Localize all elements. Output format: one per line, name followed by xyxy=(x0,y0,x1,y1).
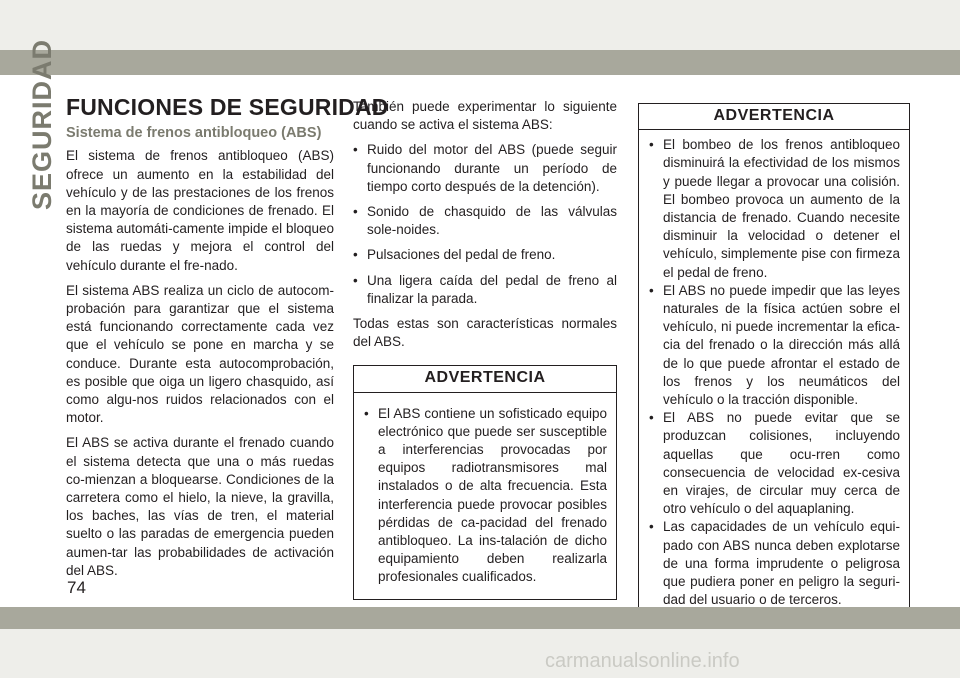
paragraph: El sistema de frenos antibloqueo (ABS) ofrece un aumento en la estabilidad del vehículo y de las prestaciones de los frenos en la mayoría de condiciones de frenado. El sistema automáti-camente impide el bloqueo de las ruedas y mejora el control del vehículo durante el fre-nado. xyxy=(66,148,334,273)
warning-title: ADVERTENCIA xyxy=(639,104,909,130)
column-middle xyxy=(353,98,617,600)
warning-item: • El ABS contiene un sofisticado equipo electrónico que puede ser susceptible a interferencias provocadas por equipos radiotransmisores mal instalados o de alta frecuencia. Esta interferencia puede provocar posibles pérdidas de ca-pacidad del frenado antibloqueo. La ins-talación de dicho equipamiento deben realizarla profesionales cualificados. xyxy=(364,405,607,587)
section-title: FUNCIONES DE SEGURIDAD xyxy=(66,94,389,120)
warning-body xyxy=(354,393,616,599)
list-item: • Ruido del motor del ABS (puede seguir funcionando durante un período de tiempo corto después de la detención). xyxy=(353,141,617,196)
outro-paragraph: Todas estas son características normales del ABS. xyxy=(353,316,617,350)
warning-list xyxy=(649,136,900,609)
bottom-margin-band xyxy=(0,629,960,678)
list-item: • Sonido de chasquido de las válvulas sole-noides. xyxy=(353,203,617,239)
warning-list xyxy=(364,405,607,587)
page-number: 74 xyxy=(67,578,86,597)
warning-item: • El ABS no puede evitar que se produzcan colisiones, incluyendo aquellas que ocu-rren como consecuencia de velocidad ex-cesiva en virajes, de circular muy cerca de otro vehículo o del aquaplaning. xyxy=(649,409,900,518)
column-right xyxy=(638,103,910,621)
intro-paragraph: También puede experimentar lo siguiente cuando se activa el sistema ABS: xyxy=(353,99,617,133)
footer-bar xyxy=(0,607,960,629)
warning-item: • El ABS no puede impedir que las leyes naturales de la física actúen sobre el vehículo, ni puede incrementar la efica-cia del frenado o la dirección más allá de lo que puede afrontar el estado de los frenos y los neumáticos del vehículo o la tracción disponible. xyxy=(649,282,900,409)
list-item: • Pulsaciones del pedal de freno. xyxy=(353,246,617,264)
symptom-list xyxy=(353,141,617,308)
side-tab-label: SEGURIDAD xyxy=(27,38,57,210)
warning-box xyxy=(638,103,910,621)
warning-title: ADVERTENCIA xyxy=(354,366,616,392)
warning-item: • Las capacidades de un vehículo equi-pado con ABS nunca deben explotarse de una forma imprudente o peligrosa que pudiera poner en peligro la seguri-dad del usuario o de terceros. xyxy=(649,518,900,609)
warning-item: • El bombeo de los frenos antibloqueo disminuirá la efectividad de los mismos y puede llegar a provocar una colisión. El bombeo provoca un aumento de la distancia de frenado. Cuando necesite disminuir la velocidad o detener el vehículo, simplemente pise con firmeza el pedal de freno. xyxy=(649,136,900,282)
watermark-text: carmanualsonline.info xyxy=(545,650,740,672)
warning-body xyxy=(639,130,909,620)
top-margin-band xyxy=(0,0,960,50)
warning-box xyxy=(353,365,617,599)
list-item: • Una ligera caída del pedal de freno al finalizar la parada. xyxy=(353,272,617,308)
column-left xyxy=(66,94,389,587)
header-bar xyxy=(0,50,960,75)
paragraph: El ABS se activa durante el frenado cuando el sistema detecta que una o más ruedas co-mienzan a bloquearse. Condiciones de la carretera como el hielo, la nieve, la gravilla, los baches, las vías de tren, el material suelto o las paradas de emergencia pueden aumen-tar las probabilidades de activación del ABS. xyxy=(66,435,334,578)
paragraph: El sistema ABS realiza un ciclo de autocom-probación para garantizar que el sistema está funcionando correctamente cada vez que el vehículo se pone en marcha y se conduce. Durante esta autocomprobación, es posible que oiga un ligero chasquido, así como algu-nos ruidos relacionados con el motor. xyxy=(66,282,334,426)
subsection-title: Sistema de frenos antibloqueo (ABS) xyxy=(66,125,322,142)
